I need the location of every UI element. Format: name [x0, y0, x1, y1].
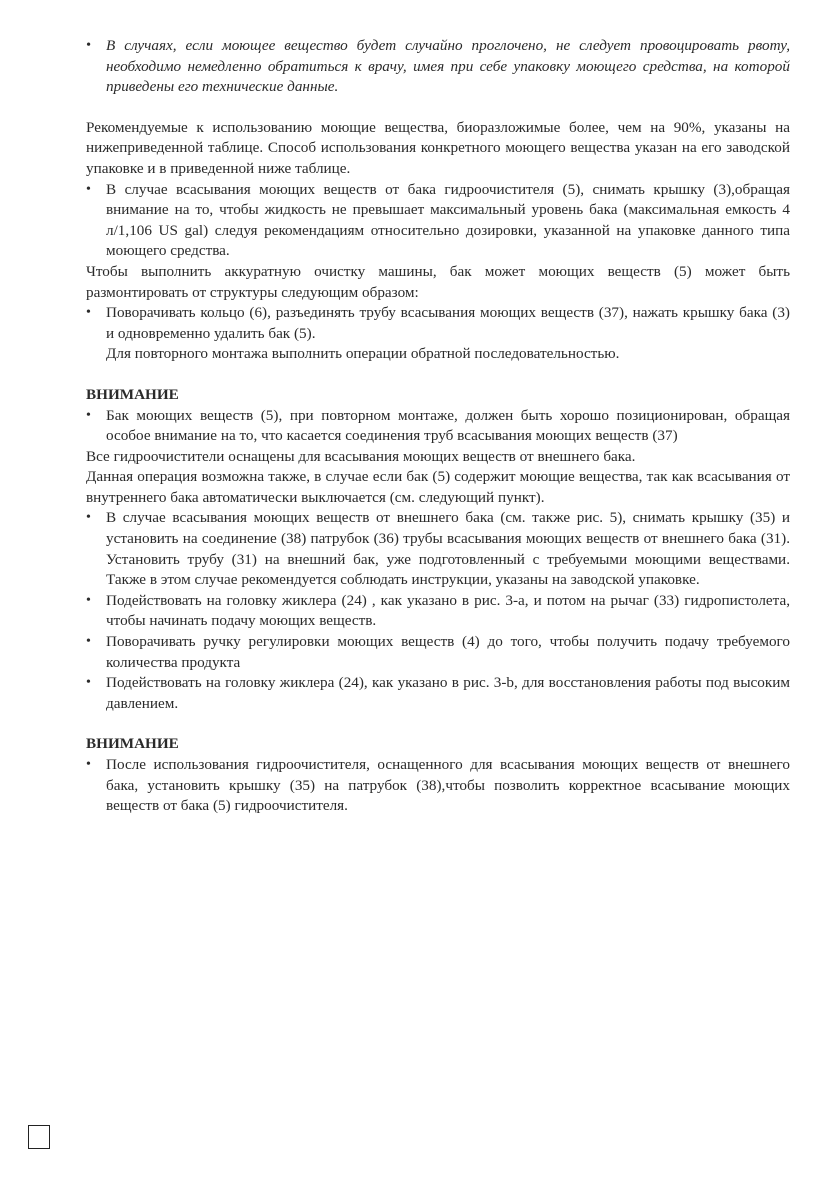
internal-suction-bullet: • В случае всасывания моющих веществ от бака гидроочистителя (5), снимать крышку (3),обращая внимание на то, чтобы жидкость не превышает максимальный уровень бака (максимальная емкость 4 л/1,106 US gal) следуя рекомендациям относительно дозировки, указанной на упаковке данного типа моющего средства.: [86, 180, 790, 262]
turn-ring-bullet: • Поворачивать кольцо (6), разъединять трубу всасывания моющих веществ (37), нажать крышку бака (3) и одновременно удалить бак (5).: [86, 303, 790, 344]
external-suction-bullet: • В случае всасывания моющих веществ от внешнего бака (см. также рис. 5), снимать крышку (35) и установить на соединение (38) патрубок (36) трубы всасывания моющих веществ от внешнего бака (31). Установить трубу (31) на внешний бак, уже подготовленный с требуемыми моющими веществами. Также в этом случае рекомендуется соблюдать инструкции, указаны на заводской упаковке.: [86, 508, 790, 590]
spacer: [86, 714, 790, 734]
recommended-detergents-paragraph: Рекомендуемые к использованию моющие вещества, биоразложимые более, чем на 90%, указаны на нижеприведенной таблице. Способ использования конкретного моющего вещества указан на его заводской упаковке и в приведенной ниже таблице.: [86, 118, 790, 177]
all-equipped-paragraph: Все гидроочистители оснащены для всасывания моющих веществ от внешнего бака.: [86, 447, 636, 465]
operation-paragraph: Данная операция возможна также, в случае если бак (5) содержит моющие вещества, так как всасывания от внутреннего бака автоматически выключается (см. следующий пункт).: [86, 468, 790, 506]
high-pressure-bullet: • Подействовать на головку жиклера (24), как указано в рис. 3-b, для восстановления работы под высоким давлением.: [86, 673, 790, 714]
swallow-warning-bullet: • В случаях, если моющее вещество будет случайно проглочено, не следует провоцировать рвоту, необходимо немедленно обратиться к врачу, имея при себе упаковку моющего средства, на которой приведены его технические данные.: [86, 36, 790, 98]
page-number-box: [28, 1125, 50, 1149]
reassembly-note: Для повторного монтажа выполнить операции обратной последовательностью.: [106, 345, 620, 363]
spacer: [86, 98, 790, 118]
spacer: [86, 365, 790, 385]
cleaning-paragraph: Чтобы выполнить аккуратную очистку машины, бак может моющих веществ (5) может быть размонтировать от структуры следующим образом:: [86, 262, 790, 301]
nozzle-head-bullet: • Подействовать на головку жиклера (24) , как указано в рис. 3-а, и потом на рычаг (33) гидропистолета, чтобы начинать подачу моющих веществ.: [86, 591, 790, 632]
document-page: [86, 36, 790, 817]
attention-heading-1: ВНИМАНИЕ: [86, 385, 179, 403]
attention-bullet-2: • После использования гидроочистителя, оснащенного для всасывания моющих веществ от внешнего бака, установить крышку (35) на патрубок (38),чтобы позволить корректное всасывание моющих веществ от бака (5) гидроочистителя.: [86, 755, 790, 817]
attention-bullet-1: • Бак моющих веществ (5), при повторном монтаже, должен быть хорошо позиционирован, обращая особое внимание на то, что касается соединения труб всасывания моющих веществ (37): [86, 406, 790, 447]
regulation-knob-bullet: • Поворачивать ручку регулировки моющих веществ (4) до того, чтобы получить подачу требуемого количества продукта: [86, 632, 790, 673]
attention-heading-2: ВНИМАНИЕ: [86, 735, 179, 753]
